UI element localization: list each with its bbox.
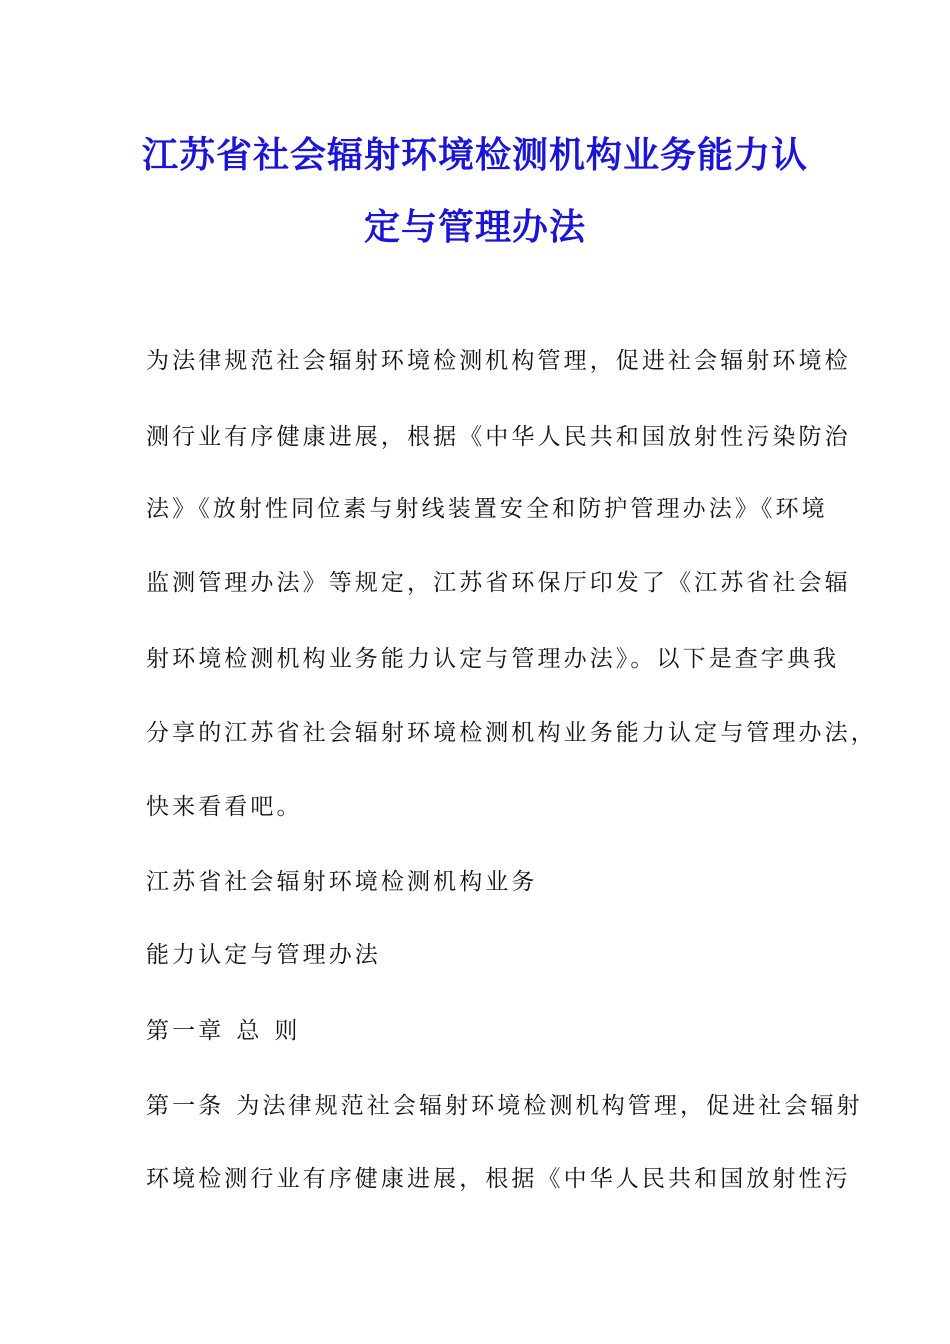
document-title-line-1: 江苏省社会辐射环境检测机构业务能力认 bbox=[141, 135, 808, 176]
document-title-line-2: 定与管理办法 bbox=[363, 207, 586, 248]
chapter-name-part-1: 总 bbox=[236, 1018, 263, 1044]
intro-line: 为法律规范社会辐射环境检测机构管理，促进社会辐射环境检 bbox=[146, 348, 851, 374]
intro-line: 法》《放射性同位素与射线装置安全和防护管理办法》《环境 bbox=[146, 496, 828, 522]
document-name-line-1: 江苏省社会辐射环境检测机构业务 bbox=[146, 869, 538, 895]
chapter-heading bbox=[146, 1015, 301, 1047]
intro-line: 射环境检测机构业务能力认定与管理办法》。以下是查字典我 bbox=[146, 646, 840, 672]
intro-line: 分享的江苏省社会辐射环境检测机构业务能力认定与管理办法， bbox=[146, 720, 877, 746]
article-1-line-2: 环境检测行业有序健康进展，根据《中华人民共和国放射性污 bbox=[146, 1166, 851, 1192]
chapter-number: 第一章 bbox=[146, 1018, 225, 1044]
document-name-line-2: 能力认定与管理办法 bbox=[146, 942, 381, 968]
article-text: 为法律规范社会辐射环境检测机构管理，促进社会辐射 bbox=[236, 1093, 863, 1119]
chapter-name-part-2: 则 bbox=[274, 1018, 301, 1044]
intro-line: 测行业有序健康进展，根据《中华人民共和国放射性污染防治 bbox=[146, 424, 851, 450]
article-label: 第一条 bbox=[146, 1093, 225, 1119]
intro-line: 监测管理办法》等规定，江苏省环保厅印发了《江苏省社会辐 bbox=[146, 570, 851, 596]
article-1-line-1 bbox=[146, 1090, 863, 1122]
intro-line: 快来看看吧。 bbox=[146, 794, 303, 820]
